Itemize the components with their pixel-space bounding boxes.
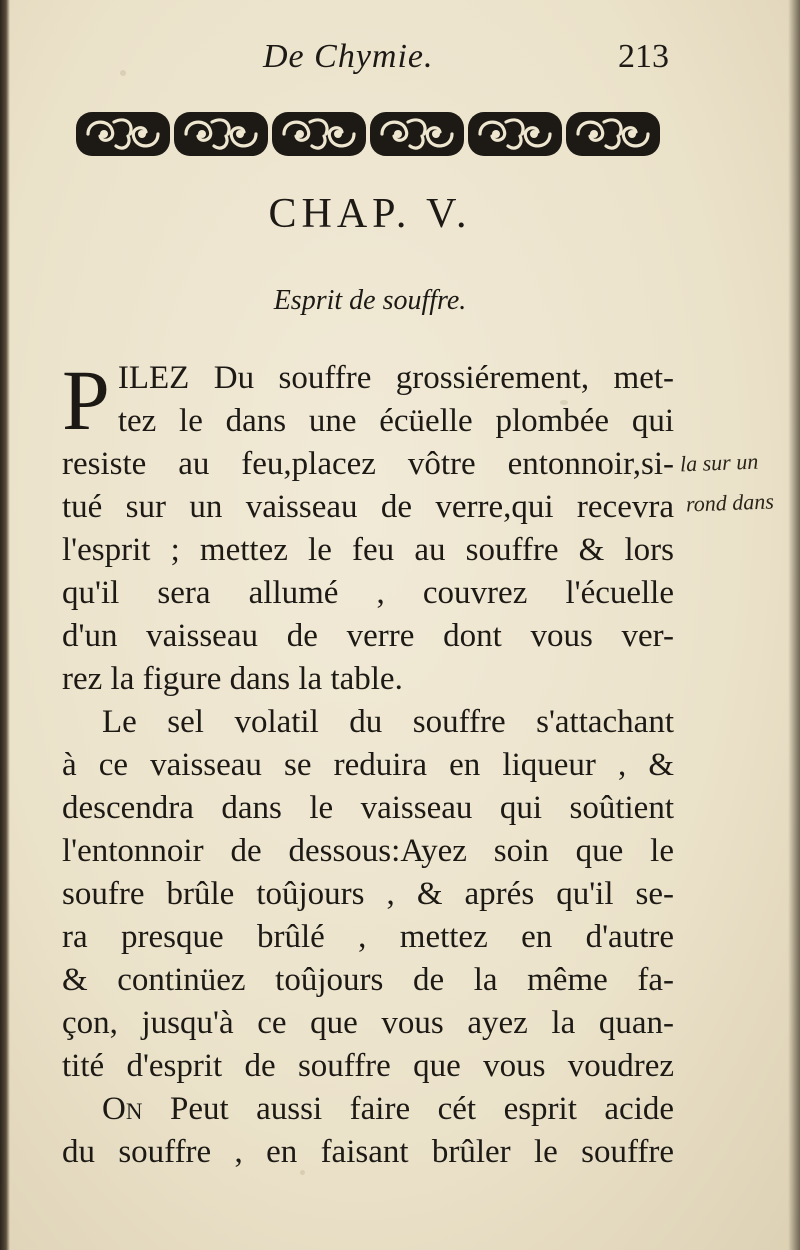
ornament-scroll-icon — [76, 112, 170, 156]
paragraph-2 — [62, 701, 674, 1088]
page-number: 213 — [618, 38, 669, 75]
text-line: à ce vaisseau se reduira en liqueur , & — [62, 747, 674, 783]
binding-gutter — [0, 0, 10, 1250]
text-line: tué sur un vaisseau de verre,qui recevra — [62, 489, 674, 525]
text-line: ra presque brûlé , mettez en d'autre — [62, 919, 674, 955]
section-title: Esprit de souffre. — [273, 285, 467, 316]
ornament-scroll-icon — [370, 112, 464, 156]
marginal-note: la sur un — [679, 448, 759, 477]
text-line: Le sel volatil du souffre s'attachant — [102, 704, 674, 740]
ornament-scroll-icon — [272, 112, 366, 156]
ornament-scroll-icon — [468, 112, 562, 156]
ornament-scroll-icon — [174, 112, 268, 156]
text-line: l'esprit ; mettez le feu au souffre & lors — [62, 532, 674, 568]
text-line: rez la figure dans la table. — [62, 661, 403, 697]
text-line: l'entonnoir de dessous:Ayez soin que le — [62, 833, 674, 869]
text-line: qu'il sera allumé , couvrez l'écuelle — [62, 575, 674, 611]
lead-smallcaps: On — [102, 1091, 143, 1127]
drop-cap: P — [62, 352, 110, 448]
ornament-scroll-icon — [566, 112, 660, 156]
text-line: çon, jusqu'à ce que vous ayez la quan- — [62, 1005, 674, 1041]
running-header — [0, 38, 800, 88]
marginal-note: rond dans — [685, 488, 775, 517]
text-line: resiste au feu,placez vôtre entonnoir,si- — [62, 446, 674, 482]
text-line: descendra dans le vaisseau qui soûtient — [62, 790, 674, 826]
ornament-row — [76, 112, 660, 156]
page-edge-shadow — [788, 0, 800, 1250]
text-line: tité d'esprit de souffre que vous voudrez — [62, 1048, 674, 1084]
paragraph-3 — [62, 1088, 674, 1174]
ornamental-headpiece — [74, 106, 662, 162]
text-line: tez le dans une écüelle plombée qui — [117, 403, 674, 439]
text-line: soufre brûle toûjours , & aprés qu'il se- — [62, 876, 674, 912]
paragraph-1 — [62, 352, 675, 701]
running-title: De Chymie. — [263, 38, 434, 75]
body-text — [62, 352, 675, 1174]
text-line: du souffre , en faisant brûler le souffre — [62, 1134, 674, 1170]
text-line: d'un vaisseau de verre dont vous ver- — [62, 618, 674, 654]
lead-smallcaps: ILEZ — [117, 360, 190, 396]
text-line: ILEZ Du souffre grossiérement, met- — [117, 360, 675, 396]
text-line: On Peut aussi faire cét esprit acide — [102, 1091, 675, 1127]
text-line: & continüez toûjours de la même fa- — [62, 962, 674, 998]
chapter-heading: CHAP. V. — [268, 191, 472, 237]
